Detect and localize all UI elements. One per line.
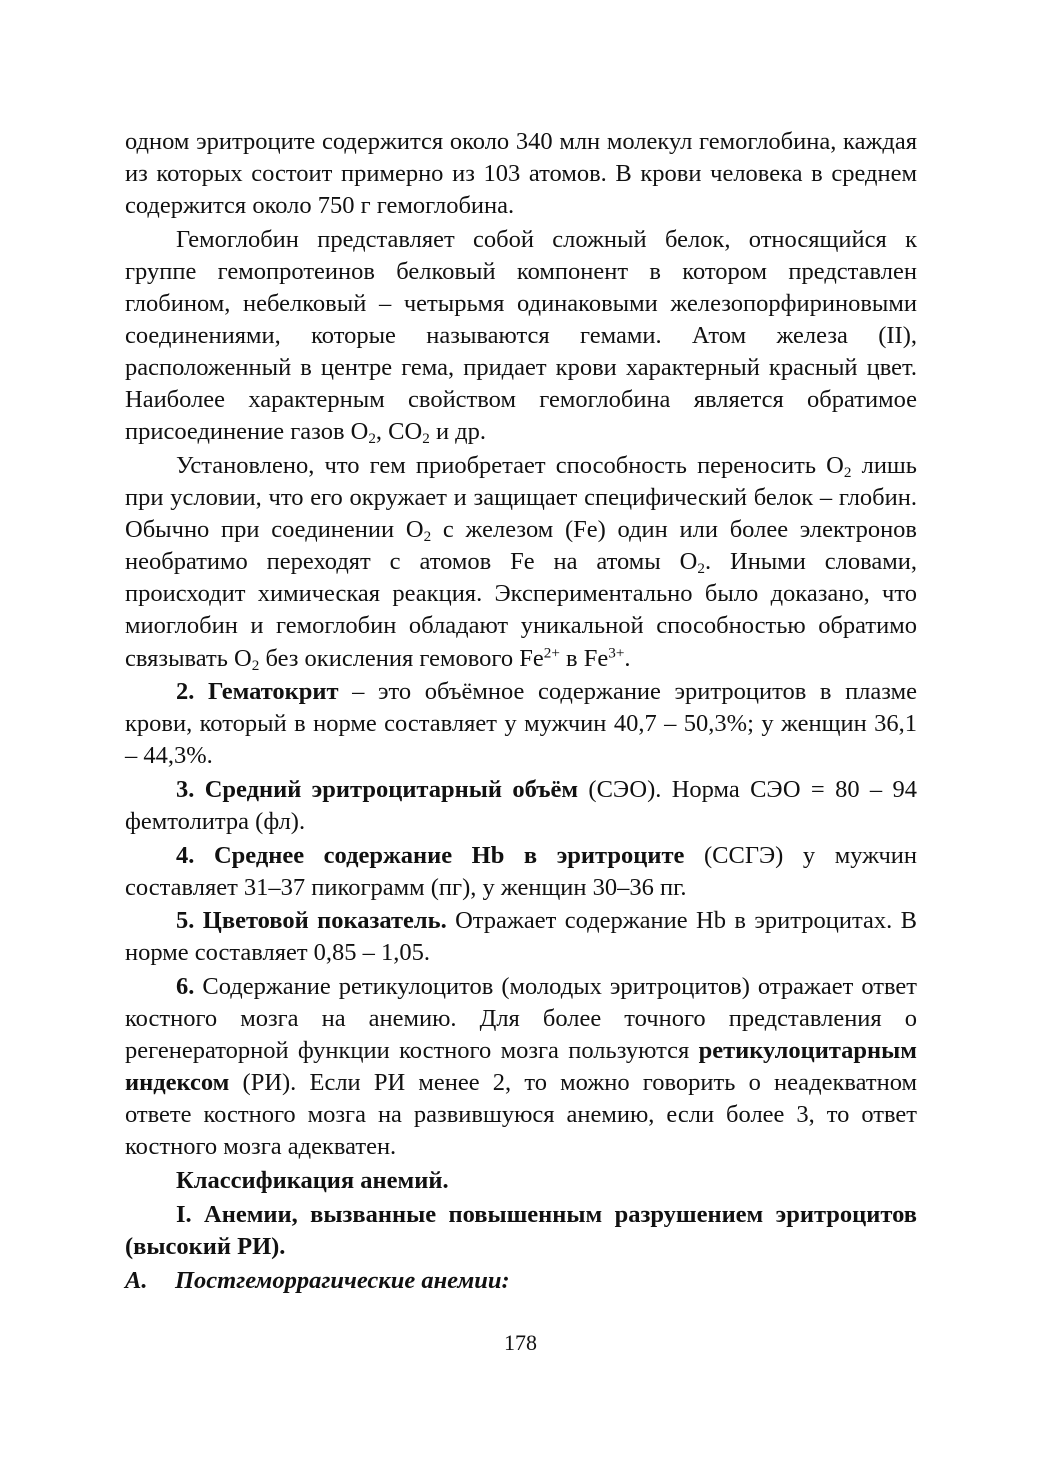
- item-posthemorrhagic: [125, 1265, 917, 1297]
- paragraph-hemoglobin-structure: Гемоглобин представляет собой сложный белок, относящийся к группе гемопротеинов белковый компонент в котором представлен глобином, небелковый – четырьмя одинаковыми железопорфириновыми соединениями, которые называются гемами. Атом железа (II), расположенный в центре гема, придает крови характерный красный цвет. Наиболее характерным свойством гемоглобина является обратимое присоединение газов $О_2$, $СО_2$ и др.: [125, 225, 917, 448]
- item-mch: 4. Среднее содержание Hb в эритроците (ССГЭ) у мужчин составляет 31–37 пикограмм (пг), у женщин 30–36 пг.: [125, 841, 918, 901]
- paragraph-heme-oxygen: Установлено, что гем приобретает способность переносить $О_2$ лишь при условии, что его окружает и защищает специфический белок – глобин. Обычно при соединении $О_2$ с железом (Fe) один или более электронов необратимо переходят с атомов Fe на атомы $О_2$. Иными словами, происходит химическая реакция. Экспериментально было доказано, что миоглобин и гемоглобин обладают уникальной способностью обратимо связывать $О_2$ без окисления гемового $Fe^{2+}$ в $Fe^{3+}$.: [125, 451, 918, 674]
- item-mcv: 3. Средний эритроцитарный объём (СЭО). Норма СЭО = 80 – 94 фемтолитра (фл).: [125, 775, 917, 835]
- paragraph-hemoglobin-count: одном эритроците содержится около 340 млн молекул гемоглобина, каждая из которых состоит примерно из 103 атомов. В крови человека в среднем содержится около 750 г гемоглобина.: [125, 128, 917, 220]
- section-anemia-destruction: I. Анемии, вызванные повышенным разрушением эритроцитов (высокий РИ).: [125, 1200, 917, 1260]
- item-color-index: 5. Цветовой показатель. Отражает содержание Hb в эритроцитах. В норме составляет 0,85 – 1,05.: [125, 907, 917, 967]
- item-label: А.: [125, 1266, 148, 1294]
- item-hematocrit: 2. Гематокрит – это объёмное содержание эритроцитов в плазме крови, который в норме составляет у мужчин 40,7 – 50,3%; у женщин 36,1 – 44,3%.: [125, 678, 917, 770]
- page-number: 178: [504, 1330, 537, 1355]
- body-text: [125, 126, 917, 1297]
- heading-anemia-classification: Классификация анемий.: [176, 1167, 449, 1194]
- item-reticulocytes: 6. Содержание ретикулоцитов (молодых эритроцитов) отражает ответ костного мозга на анемию. Для более точного представления о регенераторной функции костного мозга пользуются ретикулоцитарным индексом (РИ). Если РИ менее 2, то можно говорить о неадекватном ответе костного мозга на развившуюся анемию, если более 3, то ответ костного мозга адекватен.: [125, 972, 917, 1161]
- item-title: Постгеморрагические анемии:: [175, 1266, 510, 1294]
